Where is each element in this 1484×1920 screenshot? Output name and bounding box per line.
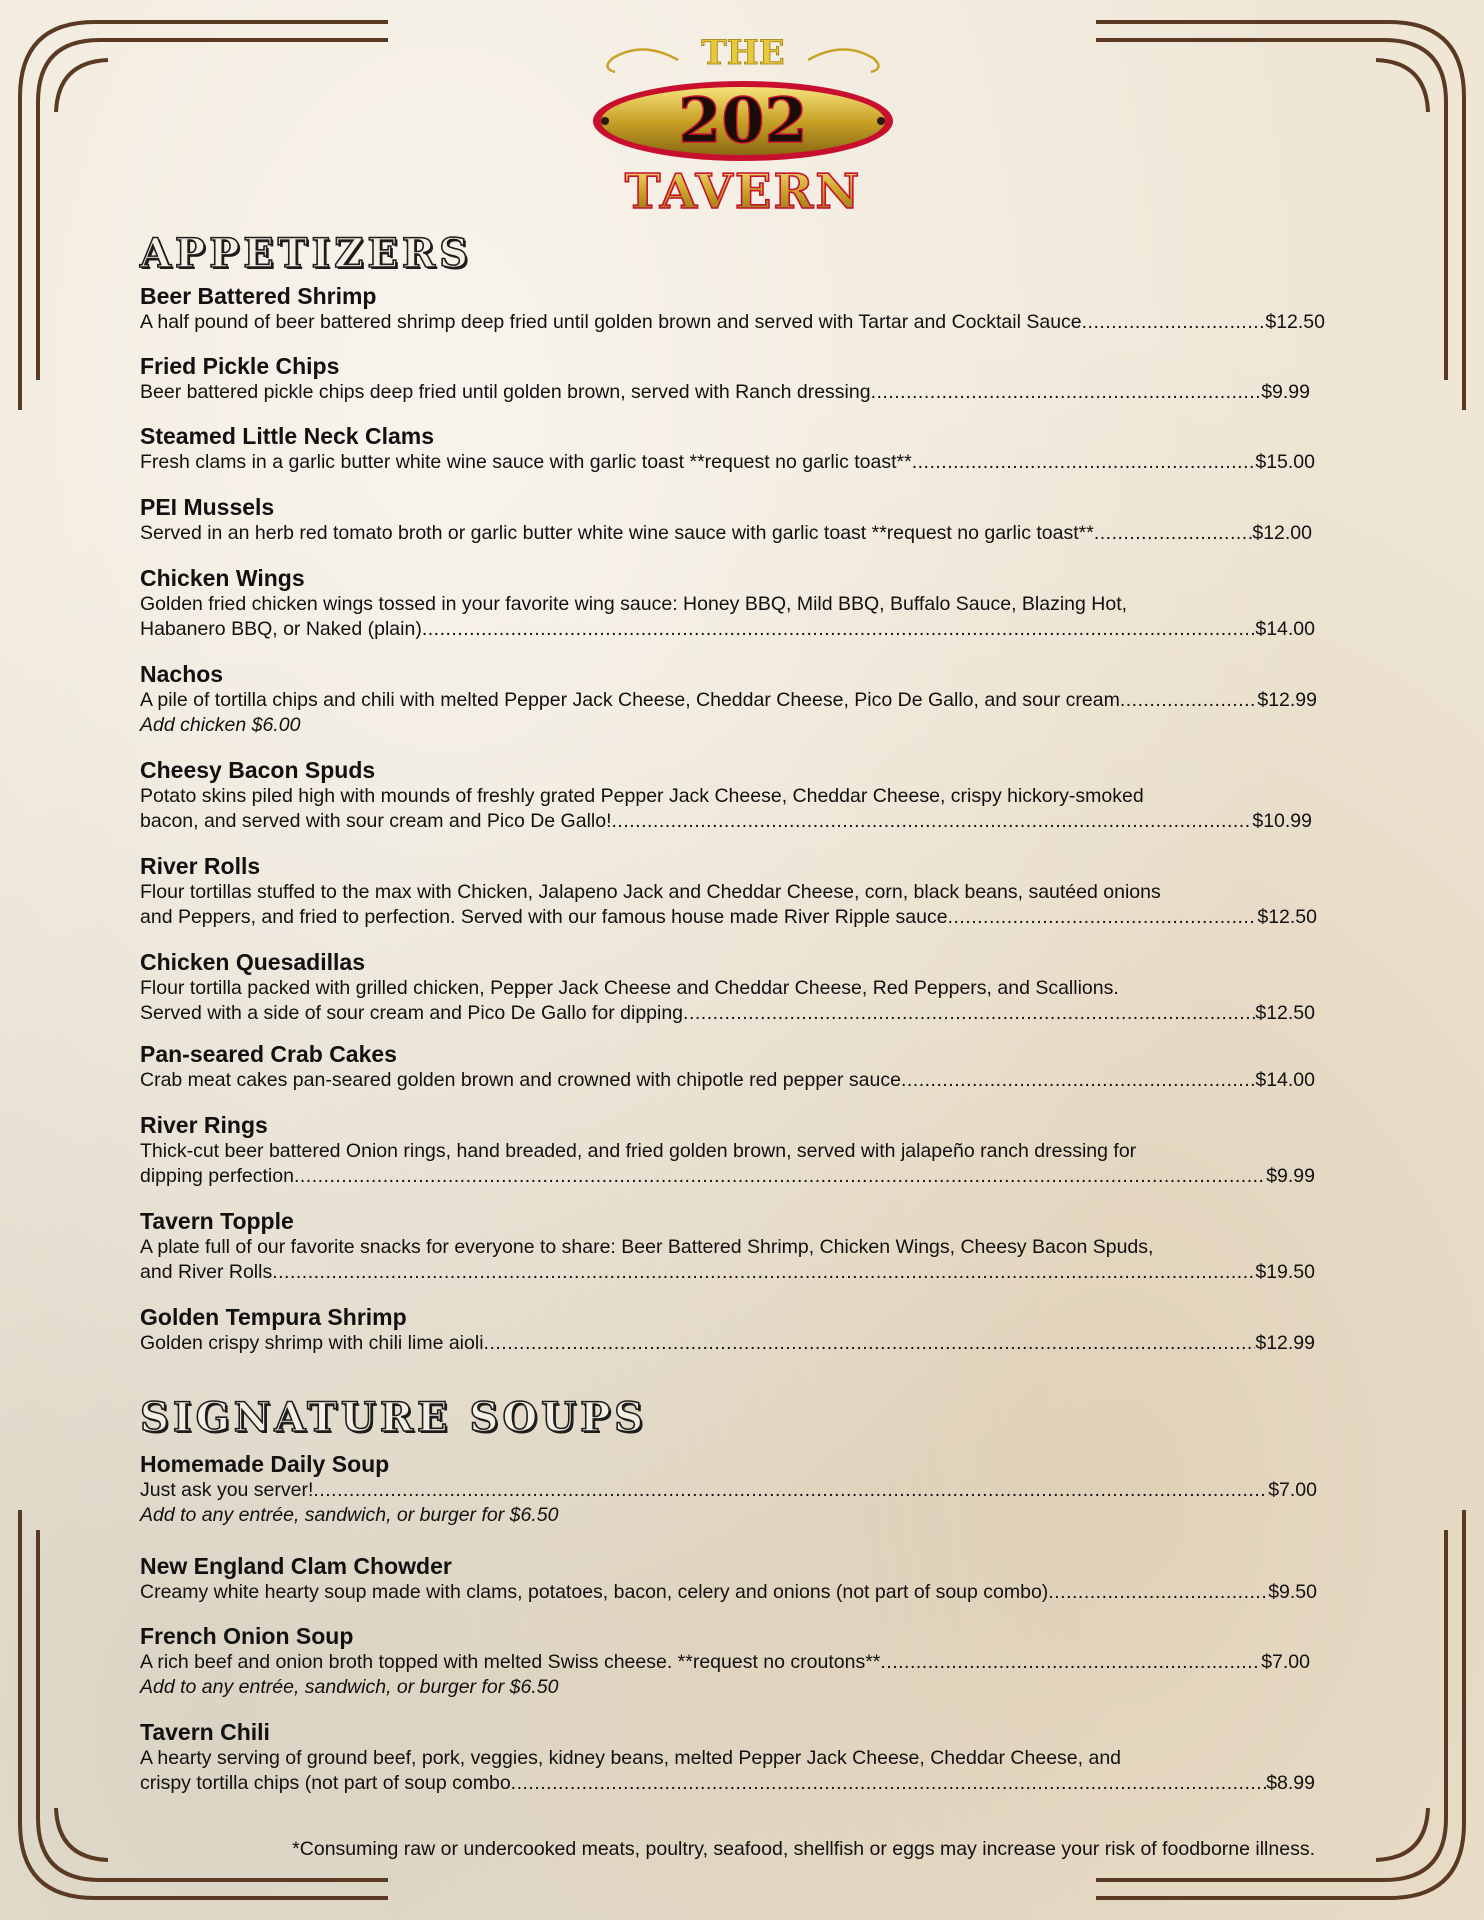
item-price: $9.99 <box>1261 381 1310 403</box>
item-price: $19.50 <box>1255 1261 1315 1283</box>
menu-item <box>140 1207 1325 1285</box>
item-name: Chicken Quesadillas <box>140 949 365 975</box>
item-note: Add chicken $6.00 <box>140 714 301 736</box>
item-description: bacon, and served with sour cream and Pico De Gallo! <box>140 810 612 832</box>
menu-item <box>140 422 1325 475</box>
item-price: $12.99 <box>1255 1332 1315 1354</box>
menu-item <box>140 493 1325 546</box>
menu-item <box>140 1111 1325 1189</box>
menu-item <box>140 948 1325 1026</box>
item-name: River Rings <box>140 1112 268 1138</box>
appetizers-heading: APPETIZERS <box>140 230 472 277</box>
item-note: Add to any entrée, sandwich, or burger for $6.50 <box>140 1676 559 1698</box>
item-price: $15.00 <box>1255 451 1315 473</box>
item-description: Beer battered pickle chips deep fried until golden brown, served with Ranch dressing <box>140 381 871 403</box>
item-description: and River Rolls <box>140 1261 273 1283</box>
item-note: Add to any entrée, sandwich, or burger for $6.50 <box>140 1504 559 1526</box>
item-description: Creamy white hearty soup made with clams, potatoes, bacon, celery and onions (not part of soup combo) <box>140 1581 1049 1603</box>
menu-item <box>140 1718 1325 1796</box>
menu-item <box>140 756 1325 834</box>
item-price: $8.99 <box>1266 1772 1315 1794</box>
logo-name: TAVERN <box>624 164 862 220</box>
item-description: Served in an herb red tomato broth or garlic butter white wine sauce with garlic toast **request no garlic toast** <box>140 522 1094 544</box>
item-description: Crab meat cakes pan-seared golden brown and crowned with chipotle red pepper sauce <box>140 1069 901 1091</box>
item-name: Fried Pickle Chips <box>140 353 340 379</box>
item-description: Golden crispy shrimp with chili lime aioli <box>140 1332 484 1354</box>
logo-swirl-right-icon <box>808 49 879 72</box>
menu-item <box>140 1040 1325 1093</box>
menu-item <box>140 282 1325 335</box>
item-description: A half pound of beer battered shrimp deep fried until golden brown and served with Tartar and Cocktail Sauce <box>140 311 1082 333</box>
item-name: Golden Tempura Shrimp <box>140 1304 407 1330</box>
item-price: $9.99 <box>1266 1165 1315 1187</box>
item-price: $14.00 <box>1255 618 1315 640</box>
item-description: A pile of tortilla chips and chili with melted Pepper Jack Cheese, Cheddar Cheese, Pico De Gallo, and sour cream <box>140 689 1120 711</box>
item-name: Nachos <box>140 661 224 687</box>
item-name: Cheesy Bacon Spuds <box>140 757 376 783</box>
item-price: $7.00 <box>1261 1651 1310 1673</box>
item-description-line1: Flour tortilla packed with grilled chicken, Pepper Jack Cheese and Cheddar Cheese, Red Peppers, and Scallions. <box>140 977 1119 999</box>
item-name: Homemade Daily Soup <box>140 1451 390 1477</box>
menu-item <box>140 1450 1325 1528</box>
item-name: Tavern Topple <box>140 1208 294 1234</box>
item-description: and Peppers, and fried to perfection. Served with our famous house made River Ripple sauce <box>140 906 948 928</box>
tavern-logo <box>583 30 903 220</box>
item-description: Served with a side of sour cream and Pico De Gallo for dipping <box>140 1002 684 1024</box>
menu-item <box>140 1303 1325 1356</box>
menu-item <box>140 1622 1325 1700</box>
item-price: $12.00 <box>1252 522 1312 544</box>
item-price: $7.00 <box>1268 1479 1317 1501</box>
item-name: Steamed Little Neck Clams <box>140 423 435 449</box>
item-price: $10.99 <box>1252 810 1312 832</box>
logo-number: 202 <box>678 84 808 157</box>
item-description-line1: Golden fried chicken wings tossed in your favorite wing sauce: Honey BBQ, Mild BBQ, Buffalo Sauce, Blazing Hot, <box>140 593 1128 615</box>
item-description: Just ask you server! <box>140 1479 314 1501</box>
menu-item <box>140 564 1325 642</box>
item-description: Habanero BBQ, or Naked (plain) <box>140 618 422 640</box>
health-disclaimer: *Consuming raw or undercooked meats, poultry, seafood, shellfish or eggs may increase your risk of foodborne illness. <box>292 1838 1315 1860</box>
item-price: $12.50 <box>1265 311 1325 333</box>
menu-item <box>140 852 1325 930</box>
item-description: Fresh clams in a garlic butter white wine sauce with garlic toast **request no garlic toast** <box>140 451 912 473</box>
item-description-line1: A hearty serving of ground beef, pork, veggies, kidney beans, melted Pepper Jack Cheese, Cheddar Cheese, and <box>140 1747 1122 1769</box>
item-name: Tavern Chili <box>140 1719 270 1745</box>
item-description-line1: Thick-cut beer battered Onion rings, hand breaded, and fried golden brown, served with jalapeño ranch dressing for <box>140 1140 1137 1162</box>
item-price: $12.50 <box>1255 1002 1315 1024</box>
item-name: River Rolls <box>140 853 261 879</box>
logo-swirl-left-icon <box>607 49 678 72</box>
menu-item <box>140 660 1325 738</box>
item-description: dipping perfection <box>140 1165 294 1187</box>
item-description-line1: Potato skins piled high with mounds of freshly grated Pepper Jack Cheese, Cheddar Cheese, crispy hickory-smoked <box>140 785 1144 807</box>
menu-item <box>140 1552 1325 1605</box>
item-description: A rich beef and onion broth topped with melted Swiss cheese. **request no croutons** <box>140 1651 881 1673</box>
soups-heading: SIGNATURE SOUPS <box>140 1394 648 1441</box>
item-description-line1: Flour tortillas stuffed to the max with Chicken, Jalapeno Jack and Cheddar Cheese, corn, black beans, sautéed onions <box>140 881 1161 903</box>
logo-the: THE <box>701 33 785 73</box>
item-name: New England Clam Chowder <box>140 1553 452 1579</box>
item-name: PEI Mussels <box>140 494 275 520</box>
item-price: $12.99 <box>1257 689 1317 711</box>
menu-item <box>140 352 1325 405</box>
item-price: $12.50 <box>1257 906 1317 928</box>
item-description-line1: A plate full of our favorite snacks for everyone to share: Beer Battered Shrimp, Chicken Wings, Cheesy Bacon Spuds, <box>140 1236 1154 1258</box>
item-price: $9.50 <box>1268 1581 1317 1603</box>
item-name: Pan-seared Crab Cakes <box>140 1041 397 1067</box>
item-name: Beer Battered Shrimp <box>140 283 377 309</box>
item-price: $14.00 <box>1255 1069 1315 1091</box>
item-name: Chicken Wings <box>140 565 305 591</box>
item-name: French Onion Soup <box>140 1623 354 1649</box>
item-description: crispy tortilla chips (not part of soup combo <box>140 1772 511 1794</box>
